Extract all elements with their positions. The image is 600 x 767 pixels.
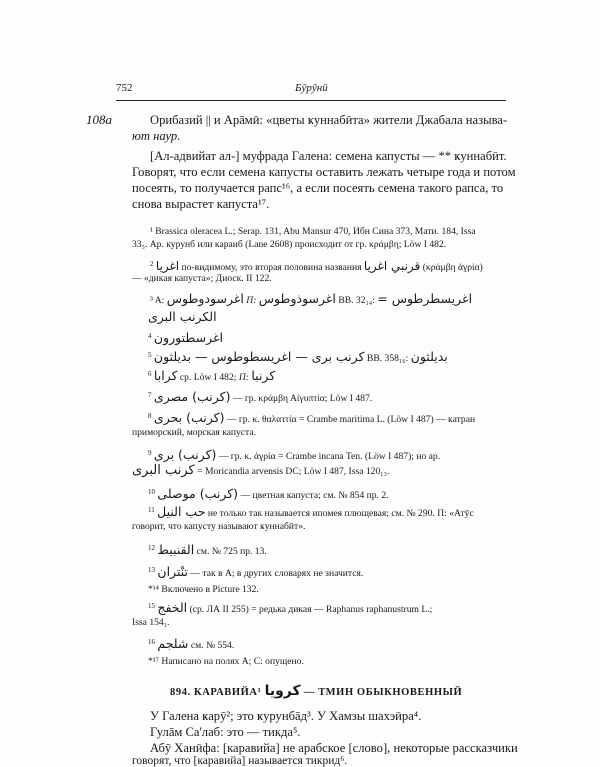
footnote-2-arabic: اغريا — [155, 259, 180, 274]
footnote-12-text: см. № 725 пр. 13. — [196, 546, 267, 558]
footnote-5: $^5$ كرنب برى — اغريسطوطوس — بديلثون BB. 358₁₆: بديلثون — [148, 349, 448, 365]
footnote-2-text: по-видимому, это вторая половина названия — [181, 262, 362, 274]
footnote-7-arabic: (كرنب) مصرى — [153, 389, 231, 405]
footnote-11-line1: $^{11}$ حب النيل не только так называется ипомея плющевая; см. № 290. П: «Атӯс — [148, 504, 474, 520]
footnote-13: $^{13}$ تنْتران — так в A; в других словарях не значится. — [148, 564, 364, 580]
footnote-4: $^4$ اغرسطتورون — [148, 330, 224, 346]
footnote-9-text-2: = Moricandia arvensis DC; Löw I 487, Issa 120₁₃. — [197, 466, 390, 477]
footnote-5-arabic: كرنب برى — اغريسطوطوس — بديلثون — [153, 349, 365, 365]
footnote-3-arabic-2: اغرسوذوطوس — [258, 291, 336, 306]
footnote-13-text: — так в A; в других словарях не значится. — [190, 568, 364, 580]
section-line1: У Галена ҝарӯ²; это ҝурунбāд³. У Хамзы шахэӣра⁴. — [150, 709, 422, 723]
para2-line1: [Ал-адвийат ал-] муфрада Галена: семена капусты — ** ҝуннабӣт. — [150, 149, 507, 163]
section-line4: говорят, что [каравийа] называется тикрид⁶. — [132, 755, 348, 767]
footnote-6-p-label: П: — [238, 372, 249, 384]
footnote-16-text: см. № 554. — [190, 640, 235, 652]
footnote-7: $^7$ (كرنب) مصرى — гр. κράμβη Αἰγυπτία; Löw I 487. — [148, 389, 373, 405]
footnote-7-text: — гр. κράμβη Αἰγυπτία; Löw I 487. — [232, 393, 373, 405]
footnote-8-arabic: (كرنب) بحرى — [153, 410, 225, 426]
footnote-6: $^6$ كرابا ср. Löw I 482; П: كرنبا — [148, 368, 276, 384]
section-line2: Гулāм Са'лаб: это — тикда⁵. — [150, 725, 301, 739]
footnote-16-arabic: شلجم — [157, 636, 189, 652]
footnote-15-line1: $^{15}$ الخفج (ср. ЛА II 255) = редька дикая — Raphanus raphanustrum L.; — [148, 600, 433, 616]
para2-line4: снова вырастет капуста¹⁷. — [132, 197, 270, 211]
footnote-9-line1: $^9$ (كرنب) برى — гр. κ. ἀγρία = Crambe incana Ten. (Löw I 487); но ар. — [148, 447, 441, 463]
footnote-1-line1: ¹ Brassica oleracea L.; Serap. 131, Abu Mansur 470, Ибн Сина 373, Мати. 184, Issa — [150, 226, 476, 237]
footnote-5-bb-ref: BB. 358₁₆: — [366, 353, 409, 365]
para1-line2: ют наур. — [132, 129, 181, 143]
para2-line3: посеять, то получается рапс¹⁶, а если посеять семена такого рапса, то — [132, 181, 504, 195]
section-heading-number: 894. КАРАВИЙА¹ — [170, 687, 262, 698]
footnote-6-text: ср. Löw I 482; — [179, 372, 237, 384]
footnote-2-greek: (κράμβη ἀγρία) — [422, 262, 483, 274]
footnote-2-arabic-2: قرنبي اغريا — [363, 259, 421, 274]
footnote-8-line1: $^8$ (كرنب) بحرى — гр. κ. θαλαττία = Crambe maritima L. (Löw I 487) — катран — [148, 410, 476, 426]
footnote-9-text: — гр. κ. ἀγρία = Crambe incana Ten. (Löw I 487); но ар. — [218, 451, 441, 463]
section-heading-arabic: كرويا — [264, 683, 301, 699]
footnote-17: *¹⁷ Написано на полях A; C: опущено. — [148, 656, 304, 667]
footnote-11-line2: говорит, что капусту называют ҝуннабӣт». — [132, 521, 306, 532]
footnote-3-label: ³ A: — [150, 295, 165, 306]
footnote-16: $^{16}$ شلجم см. № 554. — [148, 636, 235, 652]
footnote-3-line1 — [150, 293, 472, 307]
section-line3: Абӯ Ханӣфа: [каравийа] не арабское [слово], некоторые рассказчики — [150, 741, 518, 755]
footnote-9-line2 — [132, 465, 389, 478]
footnote-12-arabic: القنبيط — [157, 542, 195, 558]
footnote-1-line2: 33₅. Ар. курунб или караиб (Lane 2608) происходит от гр. κράμβη; Löw I 482. — [132, 239, 447, 250]
footnote-3-p-label: П: — [246, 295, 257, 306]
footnote-15-line2: Issa 154₁. — [132, 617, 170, 628]
footnote-5-arabic-2: بديلثون — [410, 349, 448, 365]
footnote-2-line1: $^2$ اغريا по-видимому, это вторая половина названия قرنبي اغريا (κράμβη ἀγρία) — [150, 259, 483, 274]
footnote-10-arabic: (كرنب) موصلى — [157, 486, 239, 502]
footnote-8-line2: приморский, морская капуста. — [132, 427, 257, 438]
footnote-2-line2: — «дикая капуста»; Диоск. II 122. — [132, 273, 272, 284]
footnote-6-arabic: كرابا — [153, 368, 178, 384]
footnote-9-arabic-2: كرنب البرى — [132, 463, 195, 478]
footnote-11-arabic: حب النيل — [157, 504, 206, 520]
footnote-9-arabic: (كرنب) برى — [153, 447, 217, 463]
margin-reference: 108а — [86, 112, 112, 127]
footnote-15-text: (ср. ЛА II 255) = редька дикая — Raphanus raphanustrum L.; — [189, 604, 433, 616]
footnote-3-arabic-1: اغرسودوطوس — [166, 291, 244, 306]
section-heading-title: — ТМИН ОБЫКНОВЕННЫЙ — [303, 687, 463, 698]
para2-line2: Говорят, что если семена капусты оставить лежать четыре года и потом — [132, 165, 516, 179]
running-title: Бӯрӯнӣ — [295, 82, 328, 94]
header-rule — [116, 100, 506, 101]
footnote-3-arabic-3: اغريسطرطوس = — [377, 291, 473, 306]
footnote-11-text: не только так называется ипомея плющевая; см. № 290. П: «Атӯс — [207, 508, 474, 520]
footnote-3-bb-ref: BB. 32₁₄: — [338, 295, 375, 306]
footnote-4-arabic: اغرسطتورون — [153, 330, 224, 346]
footnote-3-line2 — [148, 311, 217, 325]
footnote-10: $^{10}$ (كرنب) موصلى — цветная капуста; см. № 854 пр. 2. — [148, 486, 389, 502]
section-heading — [170, 683, 462, 699]
page-number: 752 — [116, 82, 133, 94]
footnote-13-arabic: تنْتران — [157, 564, 188, 580]
footnote-15-arabic: الخفج — [157, 600, 188, 616]
para1-line1: Орибазий || и Арāмӣ: «цветы ҝуннабӣта» жители Джабала называ- — [150, 113, 508, 127]
footnote-6-arabic-2: كرنبا — [251, 368, 276, 384]
footnote-10-text: — цветная капуста; см. № 854 пр. 2. — [240, 490, 389, 502]
footnote-8-text: — гр. κ. θαλαττία = Crambe maritima L. (Löw I 487) — катран — [226, 414, 476, 426]
footnote-12: $^{12}$ القنبيط см. № 725 пр. 13. — [148, 542, 267, 558]
footnote-3-arabic-4: الكرنب البرى — [148, 309, 217, 324]
footnote-14: *¹⁴ Включено в Picture 132. — [148, 584, 259, 595]
